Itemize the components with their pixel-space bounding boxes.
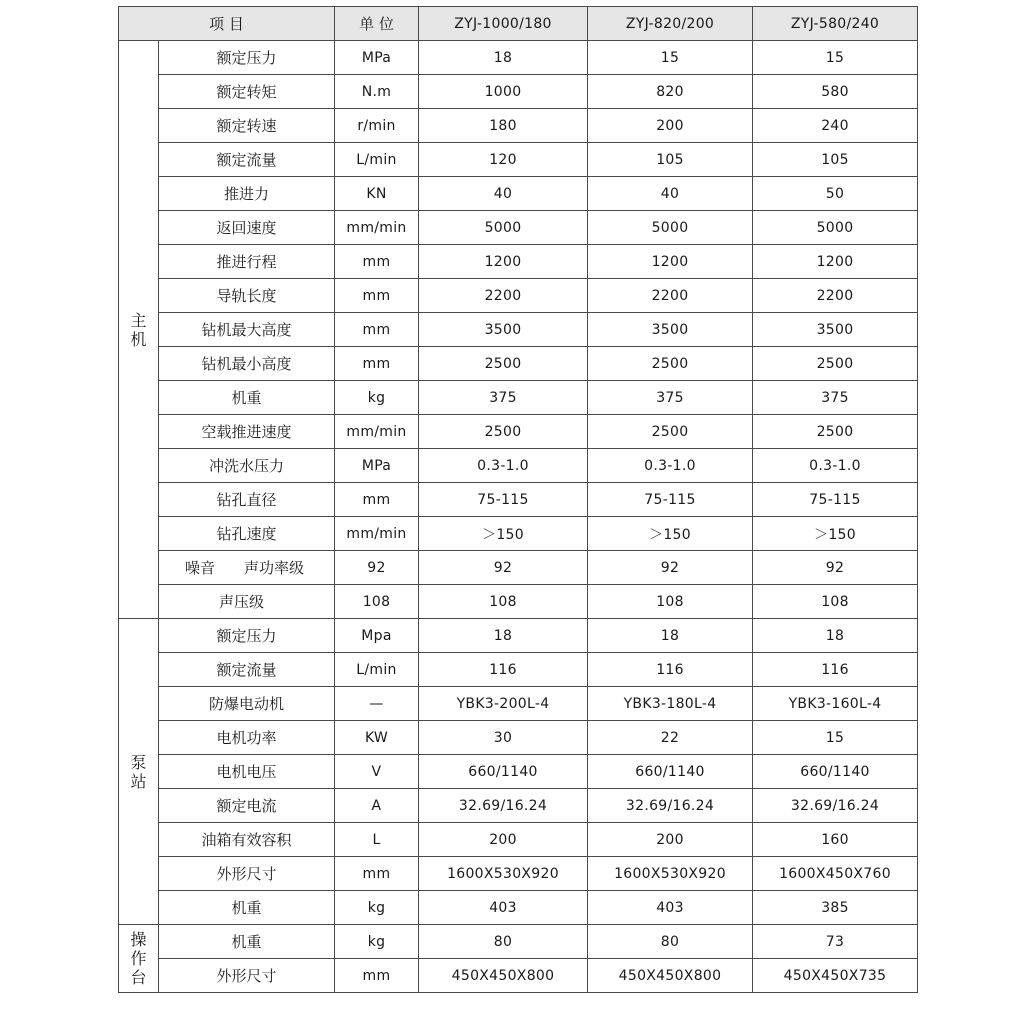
section-label xyxy=(119,619,159,925)
section-name: 泵站 xyxy=(130,752,147,791)
param-label: 额定电流 xyxy=(216,797,277,815)
value-cell-model-3: 32.69/16.24 xyxy=(753,789,918,823)
value-cell-model-2: 2200 xyxy=(588,279,753,313)
unit-cell: 92 xyxy=(335,551,419,585)
table-row xyxy=(119,143,918,177)
param-label: 额定压力 xyxy=(216,627,277,645)
header-row xyxy=(119,7,918,41)
unit-cell: mm xyxy=(335,245,419,279)
value-cell-model-1: 375 xyxy=(419,381,588,415)
value-cell-model-2: 660/1140 xyxy=(588,755,753,789)
param-cell xyxy=(159,245,335,279)
table-row xyxy=(119,381,918,415)
param-label: 声功率级 xyxy=(243,559,304,577)
table-row xyxy=(119,415,918,449)
value-cell-model-1: 5000 xyxy=(419,211,588,245)
param-label: 钻孔速度 xyxy=(216,525,277,543)
value-cell-model-2: 116 xyxy=(588,653,753,687)
table-row xyxy=(119,891,918,925)
value-cell-model-1: 660/1140 xyxy=(419,755,588,789)
value-cell-model-2: 200 xyxy=(588,109,753,143)
unit-cell: 108 xyxy=(335,585,419,619)
value-cell-model-1: 75-115 xyxy=(419,483,588,517)
value-cell-model-3: 2500 xyxy=(753,347,918,381)
section-label xyxy=(119,925,159,993)
value-cell-model-2: 108 xyxy=(588,585,753,619)
value-cell-model-1: 2500 xyxy=(419,415,588,449)
param-cell xyxy=(159,381,335,415)
param-label: 机重 xyxy=(231,389,262,407)
param-label: 电机电压 xyxy=(216,763,277,781)
value-cell-model-2: 450X450X800 xyxy=(588,959,753,993)
unit-cell: mm xyxy=(335,347,419,381)
unit-cell: mm/min xyxy=(335,415,419,449)
table-row xyxy=(119,551,918,585)
param-cell xyxy=(159,109,335,143)
unit-cell: kg xyxy=(335,925,419,959)
table-row xyxy=(119,109,918,143)
param-cell xyxy=(159,925,335,959)
table-row xyxy=(119,789,918,823)
table-row xyxy=(119,347,918,381)
param-cell xyxy=(159,517,335,551)
value-cell-model-3: 92 xyxy=(753,551,918,585)
table-row xyxy=(119,857,918,891)
unit-cell: mm xyxy=(335,857,419,891)
header-item: 项 目 xyxy=(119,7,335,41)
header-unit: 单 位 xyxy=(335,7,419,41)
value-cell-model-1: 180 xyxy=(419,109,588,143)
param-label: 推进行程 xyxy=(216,253,277,271)
param-label: 额定转矩 xyxy=(216,83,277,101)
value-cell-model-1: 116 xyxy=(419,653,588,687)
param-label: 防爆电动机 xyxy=(208,695,284,713)
table-row xyxy=(119,177,918,211)
table-row xyxy=(119,687,918,721)
unit-cell: mm xyxy=(335,959,419,993)
value-cell-model-2: 92 xyxy=(588,551,753,585)
param-cell xyxy=(159,41,335,75)
value-cell-model-3: 240 xyxy=(753,109,918,143)
value-cell-model-1: 3500 xyxy=(419,313,588,347)
value-cell-model-3: 660/1140 xyxy=(753,755,918,789)
param-cell xyxy=(159,687,335,721)
value-cell-model-3: 1200 xyxy=(753,245,918,279)
value-cell-model-2: 200 xyxy=(588,823,753,857)
param-label: 油箱有效容积 xyxy=(201,831,292,849)
param-label: 外形尺寸 xyxy=(216,967,277,985)
value-cell-model-2: 22 xyxy=(588,721,753,755)
table-row xyxy=(119,517,918,551)
param-cell xyxy=(159,891,335,925)
unit-cell: L/min xyxy=(335,653,419,687)
param-cell xyxy=(159,653,335,687)
value-cell-model-1: 2200 xyxy=(419,279,588,313)
value-cell-model-1: 1000 xyxy=(419,75,588,109)
value-cell-model-3: ＞150 xyxy=(753,517,918,551)
value-cell-model-3: 2500 xyxy=(753,415,918,449)
value-cell-model-3: 15 xyxy=(753,721,918,755)
param-label: 返回速度 xyxy=(216,219,277,237)
value-cell-model-3: 105 xyxy=(753,143,918,177)
unit-cell: mm/min xyxy=(335,211,419,245)
value-cell-model-2: 1600X530X920 xyxy=(588,857,753,891)
param-cell xyxy=(159,143,335,177)
unit-cell: L/min xyxy=(335,143,419,177)
value-cell-model-2: 32.69/16.24 xyxy=(588,789,753,823)
table-row xyxy=(119,619,918,653)
value-cell-model-3: 15 xyxy=(753,41,918,75)
param-cell xyxy=(159,415,335,449)
table-row xyxy=(119,245,918,279)
table-row xyxy=(119,721,918,755)
table-row xyxy=(119,75,918,109)
table-row xyxy=(119,313,918,347)
param-cell xyxy=(159,721,335,755)
value-cell-model-3: 2200 xyxy=(753,279,918,313)
param-label: 额定流量 xyxy=(216,151,277,169)
table-row xyxy=(119,925,918,959)
value-cell-model-1: 200 xyxy=(419,823,588,857)
value-cell-model-3: 0.3-1.0 xyxy=(753,449,918,483)
value-cell-model-1: 18 xyxy=(419,41,588,75)
spec-body xyxy=(119,41,918,993)
value-cell-model-2: 820 xyxy=(588,75,753,109)
param-label: 额定流量 xyxy=(216,661,277,679)
table-row xyxy=(119,653,918,687)
value-cell-model-3: 75-115 xyxy=(753,483,918,517)
param-cell xyxy=(159,483,335,517)
value-cell-model-2: 1200 xyxy=(588,245,753,279)
value-cell-model-2: ＞150 xyxy=(588,517,753,551)
value-cell-model-2: 2500 xyxy=(588,347,753,381)
param-label: 声压级 xyxy=(219,593,265,611)
unit-cell: kg xyxy=(335,891,419,925)
value-cell-model-2: 0.3-1.0 xyxy=(588,449,753,483)
param-cell xyxy=(159,211,335,245)
param-label: 钻机最大高度 xyxy=(201,321,292,339)
value-cell-model-3: 108 xyxy=(753,585,918,619)
param-label: 导轨长度 xyxy=(216,287,277,305)
value-cell-model-2: 105 xyxy=(588,143,753,177)
param-cell xyxy=(159,313,335,347)
value-cell-model-1: 1200 xyxy=(419,245,588,279)
unit-cell: mm xyxy=(335,279,419,313)
value-cell-model-2: 18 xyxy=(588,619,753,653)
unit-cell: V xyxy=(335,755,419,789)
param-cell xyxy=(159,619,335,653)
param-label: 电机功率 xyxy=(216,729,277,747)
table-row xyxy=(119,483,918,517)
value-cell-model-3: YBK3-160L-4 xyxy=(753,687,918,721)
unit-cell: KN xyxy=(335,177,419,211)
unit-cell: MPa xyxy=(335,41,419,75)
value-cell-model-1: 2500 xyxy=(419,347,588,381)
param-cell xyxy=(159,75,335,109)
table-row xyxy=(119,211,918,245)
table-row xyxy=(119,585,918,619)
param-cell xyxy=(159,177,335,211)
value-cell-model-3: 160 xyxy=(753,823,918,857)
value-cell-model-1: 40 xyxy=(419,177,588,211)
value-cell-model-3: 580 xyxy=(753,75,918,109)
value-cell-model-1: ＞150 xyxy=(419,517,588,551)
value-cell-model-1: 403 xyxy=(419,891,588,925)
unit-cell: mm xyxy=(335,313,419,347)
unit-cell: A xyxy=(335,789,419,823)
table-row xyxy=(119,755,918,789)
value-cell-model-3: 3500 xyxy=(753,313,918,347)
param-cell xyxy=(159,789,335,823)
unit-cell: KW xyxy=(335,721,419,755)
table-row xyxy=(119,449,918,483)
unit-cell: mm/min xyxy=(335,517,419,551)
param-cell xyxy=(159,279,335,313)
value-cell-model-1: 108 xyxy=(419,585,588,619)
param-cell xyxy=(159,959,335,993)
param-cell xyxy=(159,755,335,789)
value-cell-model-1: 18 xyxy=(419,619,588,653)
section-name: 操作台 xyxy=(130,930,147,987)
param-cell xyxy=(159,449,335,483)
value-cell-model-2: 403 xyxy=(588,891,753,925)
unit-cell: Mpa xyxy=(335,619,419,653)
unit-cell: — xyxy=(335,687,419,721)
value-cell-model-3: 1600X450X760 xyxy=(753,857,918,891)
value-cell-model-1: 32.69/16.24 xyxy=(419,789,588,823)
param-label: 机重 xyxy=(231,933,262,951)
param-label: 冲洗水压力 xyxy=(208,457,284,475)
unit-cell: kg xyxy=(335,381,419,415)
param-label: 机重 xyxy=(231,899,262,917)
value-cell-model-1: 0.3-1.0 xyxy=(419,449,588,483)
param-label: 推进力 xyxy=(223,185,269,203)
param-label: 额定压力 xyxy=(216,49,277,67)
value-cell-model-2: 40 xyxy=(588,177,753,211)
param-group-label: 噪音 xyxy=(185,559,216,577)
section-name: 主机 xyxy=(130,310,147,349)
section-label xyxy=(119,41,159,619)
value-cell-model-1: 92 xyxy=(419,551,588,585)
param-cell xyxy=(159,857,335,891)
value-cell-model-1: 1600X530X920 xyxy=(419,857,588,891)
param-label: 空载推进速度 xyxy=(201,423,292,441)
value-cell-model-2: YBK3-180L-4 xyxy=(588,687,753,721)
value-cell-model-1: YBK3-200L-4 xyxy=(419,687,588,721)
header-model-1: ZYJ-1000/180 xyxy=(419,7,588,41)
header-model-2: ZYJ-820/200 xyxy=(588,7,753,41)
unit-cell: L xyxy=(335,823,419,857)
spec-table xyxy=(118,6,918,993)
value-cell-model-1: 80 xyxy=(419,925,588,959)
table-row xyxy=(119,279,918,313)
value-cell-model-3: 50 xyxy=(753,177,918,211)
table-row xyxy=(119,41,918,75)
param-label: 外形尺寸 xyxy=(216,865,277,883)
value-cell-model-3: 385 xyxy=(753,891,918,925)
unit-cell: N.m xyxy=(335,75,419,109)
value-cell-model-3: 73 xyxy=(753,925,918,959)
unit-cell: mm xyxy=(335,483,419,517)
value-cell-model-3: 5000 xyxy=(753,211,918,245)
table-row xyxy=(119,959,918,993)
value-cell-model-2: 5000 xyxy=(588,211,753,245)
value-cell-model-3: 18 xyxy=(753,619,918,653)
value-cell-model-1: 120 xyxy=(419,143,588,177)
param-cell xyxy=(159,823,335,857)
param-cell xyxy=(159,347,335,381)
unit-cell: MPa xyxy=(335,449,419,483)
param-cell xyxy=(159,551,335,585)
value-cell-model-2: 2500 xyxy=(588,415,753,449)
unit-cell: r/min xyxy=(335,109,419,143)
value-cell-model-3: 450X450X735 xyxy=(753,959,918,993)
header-model-3: ZYJ-580/240 xyxy=(753,7,918,41)
value-cell-model-2: 375 xyxy=(588,381,753,415)
table-row xyxy=(119,823,918,857)
value-cell-model-2: 75-115 xyxy=(588,483,753,517)
param-label: 额定转速 xyxy=(216,117,277,135)
value-cell-model-1: 450X450X800 xyxy=(419,959,588,993)
value-cell-model-1: 30 xyxy=(419,721,588,755)
value-cell-model-2: 3500 xyxy=(588,313,753,347)
value-cell-model-2: 15 xyxy=(588,41,753,75)
value-cell-model-3: 116 xyxy=(753,653,918,687)
param-cell xyxy=(159,585,335,619)
param-label: 钻孔直径 xyxy=(216,491,277,509)
value-cell-model-2: 80 xyxy=(588,925,753,959)
value-cell-model-3: 375 xyxy=(753,381,918,415)
param-label: 钻机最小高度 xyxy=(201,355,292,373)
